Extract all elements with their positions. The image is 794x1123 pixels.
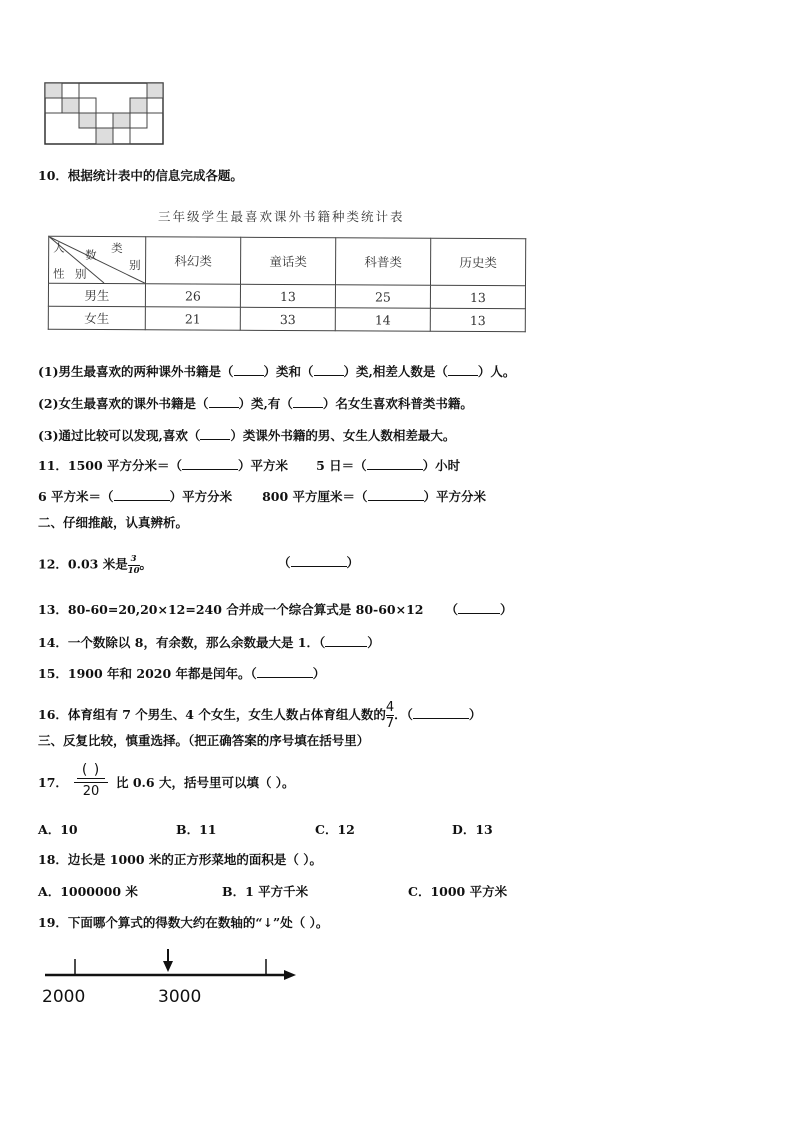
corner-xing: 性 (53, 266, 65, 281)
header-cell: 历史类 (430, 238, 525, 285)
q14: 14．一个数除以 8，有余数，那么余数最大是 1．（ ） (38, 635, 380, 650)
table-cell: 14 (335, 308, 430, 331)
section-2-heading: 二、仔细推敲，认真辨析。 (38, 515, 189, 530)
table-row (48, 306, 525, 331)
q18-option-b[interactable]: B．1 平方千米 (222, 884, 309, 899)
q18-option-c[interactable]: C．1000 平方米 (408, 884, 508, 899)
q19-text: 19．下面哪个算式的得数大约在数轴的“↓”处（ ）。 (38, 915, 329, 930)
corner-bie-bottom: 别 (75, 266, 87, 281)
q17-number: 17． (38, 775, 68, 790)
q18-option-a[interactable]: A．1000000 米 (38, 884, 138, 899)
answer-blank[interactable] (182, 469, 238, 470)
answer-blank[interactable] (234, 375, 264, 376)
q17-text: 比 0.6 大，括号里可以填（ ）。 (116, 775, 295, 790)
q10-sub3: (3)通过比较可以发现,喜欢（ ）类课外书籍的男、女生人数相差最大。 (38, 428, 456, 443)
q13: 13．80-60=20,20×12=240 合并成一个综合算式是 80-60×12 （ ） (38, 602, 513, 617)
q17-frac-denominator: 20 (82, 784, 100, 799)
q10-sub2: (2)女生最喜欢的课外书籍是（ ）类,有（ ）名女生喜欢科普类书籍。 (38, 396, 473, 411)
book-stats-table (48, 236, 526, 333)
q17-option-a[interactable]: A．10 (38, 822, 78, 837)
answer-blank[interactable] (291, 566, 347, 567)
table-cell: 25 (335, 285, 430, 308)
table-cell: 13 (430, 308, 525, 331)
table-cell: 13 (240, 284, 335, 307)
q17-frac-numerator[interactable]: ( ) (81, 762, 101, 778)
fraction: $\frac{4}{7}$ (385, 700, 395, 731)
header-cell: 科普类 (335, 238, 430, 285)
q10-title: 10．根据统计表中的信息完成各题。 (38, 168, 243, 183)
table-cell: 26 (145, 284, 240, 307)
answer-blank[interactable] (448, 375, 478, 376)
answer-blank[interactable] (368, 500, 424, 501)
axis-label-2000: 2000 (42, 987, 86, 1007)
q11-line1: 11．1500 平方分米＝（ ）平方米 5 日＝（ ）小时 (38, 458, 461, 473)
row-label: 女生 (48, 306, 145, 330)
section-3-heading: 三、反复比较，慎重选择。（把正确答案的序号填在括号里） (38, 733, 370, 748)
q12-answer-paren[interactable]: （ ） (278, 555, 360, 570)
q16: 16．体育组有 7 个男生、4 个女生，女生人数占体育组人数的 $\frac{4}{7}$ ．（ ） (38, 700, 482, 731)
corner-ren: 人 (53, 240, 65, 255)
answer-blank[interactable] (209, 407, 239, 408)
fraction: $\frac{3}{10}$ (127, 554, 140, 576)
table-cell: 33 (240, 307, 335, 330)
answer-blank[interactable] (458, 613, 500, 614)
row-label: 男生 (48, 283, 145, 307)
table-cell: 13 (430, 285, 525, 308)
table-row (48, 283, 525, 308)
table-corner-cell (49, 236, 146, 284)
answer-blank[interactable] (413, 718, 469, 719)
header-cell: 科幻类 (145, 237, 240, 284)
q10-sub1: (1)男生最喜欢的两种课外书籍是（ ）类和（ ）类,相差人数是（ ）人。 (38, 364, 516, 379)
answer-blank[interactable] (367, 469, 423, 470)
q17-option-d[interactable]: D．13 (452, 822, 493, 837)
q17-fraction (68, 762, 114, 799)
q15: 15．1900 年和 2020 年都是闰年。（ ） (38, 666, 326, 681)
table-caption: 三年级学生最喜欢课外书籍种类统计表 (158, 209, 405, 224)
q17-option-b[interactable]: B．11 (176, 822, 217, 837)
header-cell: 童话类 (240, 237, 335, 284)
corner-lei: 类 (111, 241, 123, 256)
answer-blank[interactable] (314, 375, 344, 376)
corner-bie-top: 别 (129, 258, 141, 273)
number-line (40, 945, 300, 989)
table-cell: 21 (145, 307, 240, 330)
q12: 12．0.03 米是 $\frac{3}{10}$ 。 (38, 554, 153, 576)
answer-blank[interactable] (114, 500, 170, 501)
q11-line2: 6 平方米＝（ ）平方分米 800 平方厘米＝（ ）平方分米 (38, 489, 487, 504)
corner-shu: 数 (85, 247, 97, 263)
q17-option-c[interactable]: C．12 (315, 822, 355, 837)
answer-blank[interactable] (200, 439, 230, 440)
answer-blank[interactable] (293, 407, 323, 408)
axis-label-3000: 3000 (158, 987, 202, 1007)
answer-blank[interactable] (325, 646, 367, 647)
q18-text: 18．边长是 1000 米的正方形菜地的面积是（ ）。 (38, 852, 322, 867)
answer-blank[interactable] (257, 677, 313, 678)
staircase-figure (44, 82, 166, 150)
